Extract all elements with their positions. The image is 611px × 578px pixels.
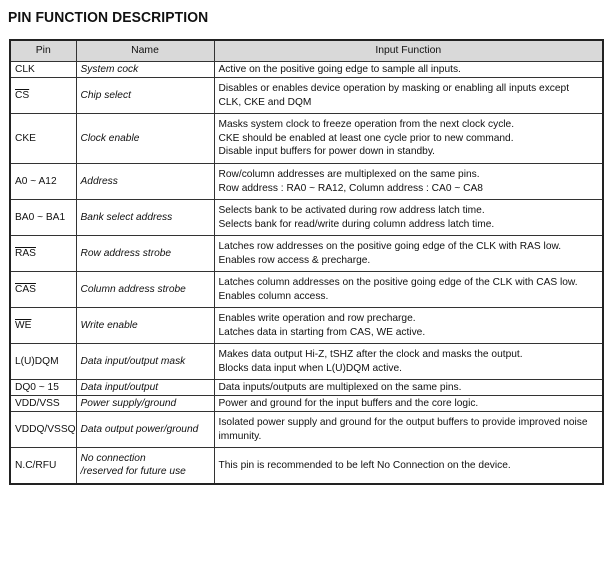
- function-line: Row/column addresses are multiplexed on the same pins.: [218, 169, 480, 181]
- name-cell: Address: [76, 164, 214, 200]
- function-cell: [214, 236, 603, 272]
- function-cell: [214, 344, 603, 380]
- table-row: [10, 200, 603, 236]
- table-row: [10, 164, 603, 200]
- table-row: [10, 114, 603, 164]
- function-line: Latches data in starting from CAS, WE active.: [218, 326, 426, 338]
- pin-cell: CKE: [10, 114, 76, 164]
- table-row: [10, 448, 603, 484]
- function-cell: [214, 78, 603, 114]
- name-cell: Column address strobe: [76, 272, 214, 308]
- function-cell: [214, 380, 603, 396]
- pin-cell: $\overline{CAS}$: [10, 272, 76, 308]
- function-line: Enables row access & precharge.: [218, 254, 371, 266]
- table-row: [10, 380, 603, 396]
- header-input-function: Input Function: [214, 40, 603, 62]
- function-line: Enables column access.: [218, 290, 329, 302]
- header-pin: Pin: [10, 40, 76, 62]
- function-cell: [214, 272, 603, 308]
- name-cell: No connection /reserved for future use: [76, 448, 214, 484]
- name-cell: Data input/output: [76, 380, 214, 396]
- function-line: Isolated power supply and ground for the output buffers to provide improved noise: [218, 417, 588, 429]
- pin-cell: $\overline{RAS}$: [10, 236, 76, 272]
- name-cell: Power supply/ground: [76, 396, 214, 412]
- function-line: Selects bank to be activated during row address latch time.: [218, 205, 485, 217]
- function-line: This pin is recommended to be left No Connection on the device.: [218, 459, 511, 471]
- function-cell: [214, 114, 603, 164]
- table-row: [10, 236, 603, 272]
- table-row: [10, 396, 603, 412]
- pin-cell: $\overline{WE}$: [10, 308, 76, 344]
- function-cell: [214, 412, 603, 448]
- function-cell: [214, 62, 603, 78]
- function-line: Latches row addresses on the positive going edge of the CLK with RAS low.: [218, 241, 562, 253]
- pin-cell: VDDQ/VSSQ: [10, 412, 76, 448]
- header-name: Name: [76, 40, 214, 62]
- table-row: [10, 272, 603, 308]
- table-row: [10, 78, 603, 114]
- pin-cell: BA0 ~ BA1: [10, 200, 76, 236]
- name-cell: System cock: [76, 62, 214, 78]
- page-title: PIN FUNCTION DESCRIPTION: [8, 10, 209, 26]
- name-cell: Clock enable: [76, 114, 214, 164]
- function-line: Makes data output Hi-Z, tSHZ after the clock and masks the output.: [218, 349, 523, 361]
- function-cell: [214, 396, 603, 412]
- name-cell: Data input/output mask: [76, 344, 214, 380]
- table-header-row: [10, 40, 603, 62]
- function-cell: [214, 164, 603, 200]
- function-line: Selects bank for read/write during column address latch time.: [218, 218, 495, 230]
- function-line: CKE should be enabled at least one cycle prior to new command.: [218, 132, 514, 144]
- function-line: Data inputs/outputs are multiplexed on the same pins.: [218, 381, 462, 393]
- function-line: Blocks data input when L(U)DQM active.: [218, 362, 402, 374]
- pin-cell: DQ0 ~ 15: [10, 380, 76, 396]
- pin-function-table: [9, 39, 604, 485]
- function-line: Latches column addresses on the positive going edge of the CLK with CAS low.: [218, 277, 578, 289]
- function-line: Masks system clock to freeze operation from the next clock cycle.: [218, 119, 515, 131]
- pin-cell: $\overline{CS}$: [10, 78, 76, 114]
- name-cell: Chip select: [76, 78, 214, 114]
- name-cell: Data output power/ground: [76, 412, 214, 448]
- pin-cell: A0 ~ A12: [10, 164, 76, 200]
- function-line: Enables write operation and row precharge.: [218, 313, 416, 325]
- function-line: Disable input buffers for power down in standby.: [218, 146, 436, 158]
- function-cell: [214, 448, 603, 484]
- name-cell: Bank select address: [76, 200, 214, 236]
- function-cell: [214, 200, 603, 236]
- function-line: CLK, CKE and DQM: [218, 96, 312, 108]
- function-line: Active on the positive going edge to sample all inputs.: [218, 63, 461, 75]
- function-cell: [214, 308, 603, 344]
- name-cell: Write enable: [76, 308, 214, 344]
- pin-cell: CLK: [10, 62, 76, 78]
- table-row: [10, 412, 603, 448]
- pin-cell: N.C/RFU: [10, 448, 76, 484]
- function-line: Row address : RA0 ~ RA12, Column address : CA0 ~ CA8: [218, 182, 483, 194]
- table-row: [10, 344, 603, 380]
- pin-cell: VDD/VSS: [10, 396, 76, 412]
- function-line: immunity.: [218, 430, 262, 442]
- function-line: Disables or enables device operation by masking or enabling all inputs except: [218, 83, 570, 95]
- pin-cell: L(U)DQM: [10, 344, 76, 380]
- table-row: [10, 308, 603, 344]
- name-cell: Row address strobe: [76, 236, 214, 272]
- table-row: [10, 62, 603, 78]
- function-line: Power and ground for the input buffers and the core logic.: [218, 397, 479, 409]
